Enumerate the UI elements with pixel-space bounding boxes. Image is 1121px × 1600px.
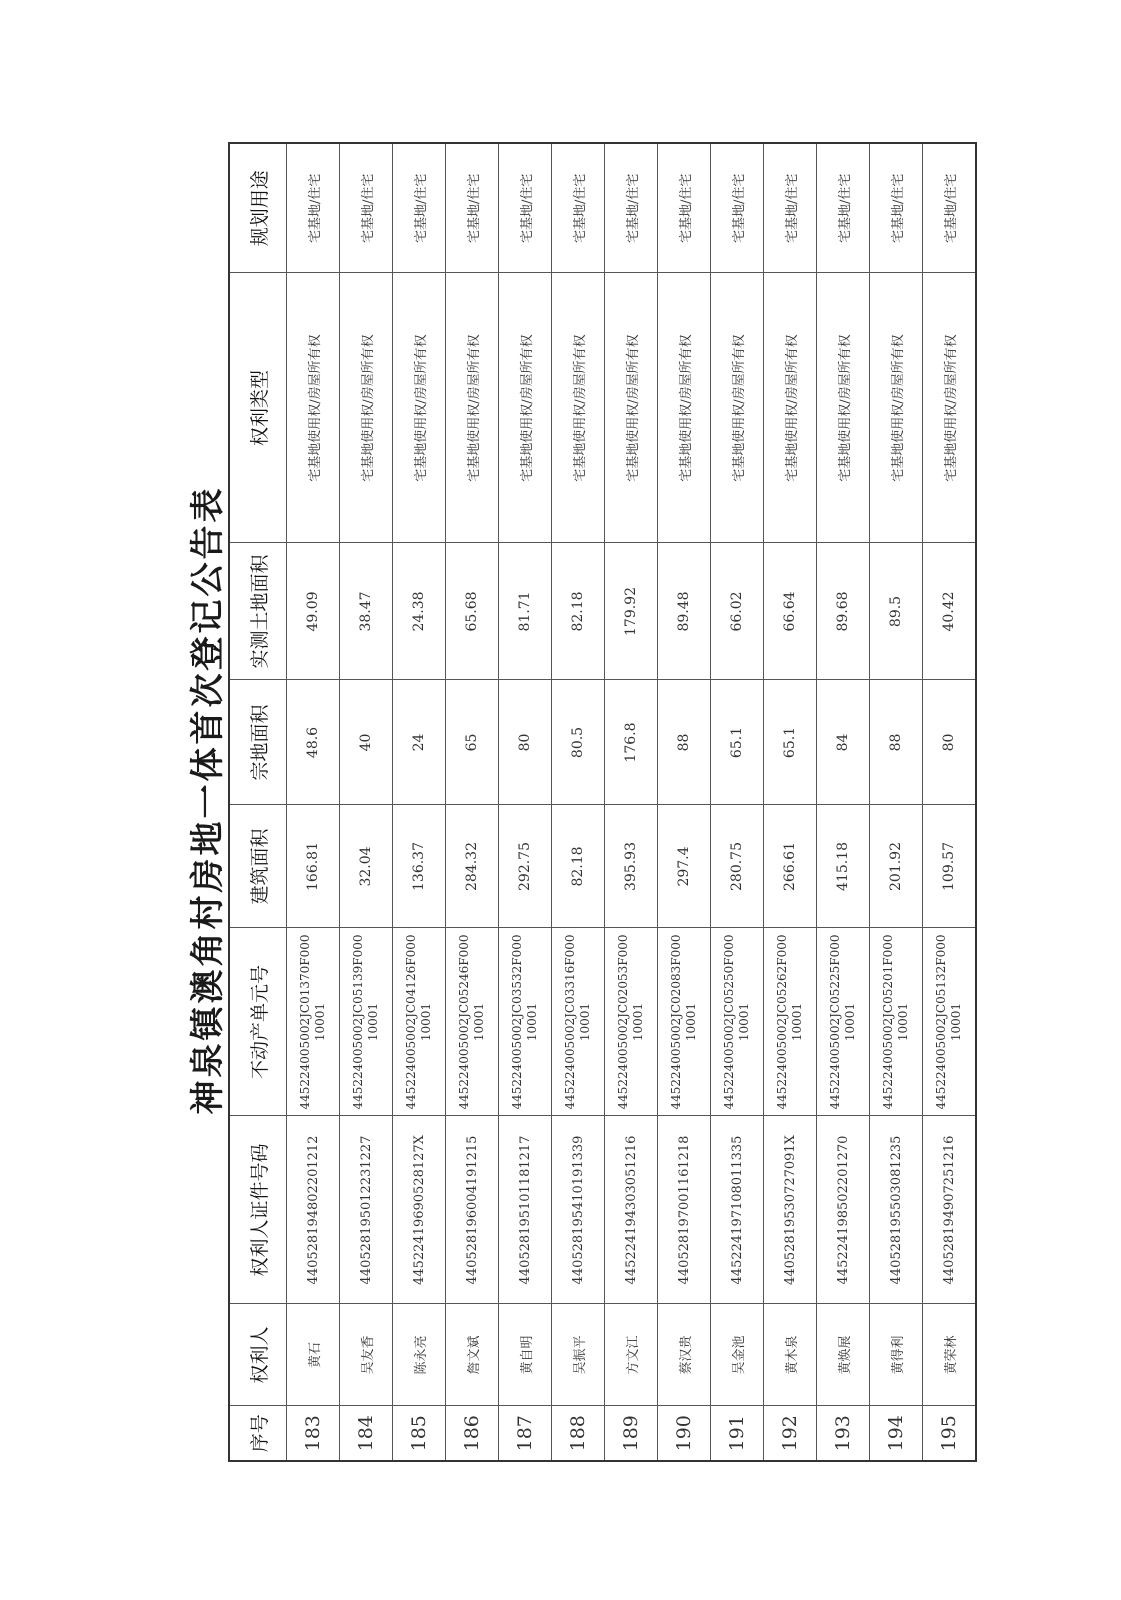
cell-right-type: 宅基地使用权/房屋所有权	[658, 273, 711, 543]
cell-building-area: 201.92	[870, 805, 923, 928]
cell-parcel-area: 65.1	[711, 680, 764, 805]
cell-owner: 黄焕展	[817, 1304, 870, 1406]
cell-planned-use: 宅基地/住宅	[287, 143, 340, 273]
cell-right-type: 宅基地使用权/房屋所有权	[711, 273, 764, 543]
cell-planned-use: 宅基地/住宅	[340, 143, 393, 273]
cell-unit-number: 445224005002JC02053F00010001	[605, 928, 658, 1116]
cell-unit-number: 445224005002JC04126F00010001	[393, 928, 446, 1116]
cell-seq: 185	[393, 1406, 446, 1461]
cell-measured-land-area: 49.09	[287, 543, 340, 680]
cell-measured-land-area: 179.92	[605, 543, 658, 680]
cell-id-number: 440528195410191339	[552, 1116, 605, 1304]
header-owner: 权利人	[229, 1304, 287, 1406]
cell-seq: 189	[605, 1406, 658, 1461]
cell-planned-use: 宅基地/住宅	[870, 143, 923, 273]
cell-unit-number: 445224005002JC05225F00010001	[817, 928, 870, 1116]
header-seq: 序号	[229, 1406, 287, 1461]
header-planned-use: 规划用途	[229, 143, 287, 273]
cell-measured-land-area: 38.47	[340, 543, 393, 680]
cell-planned-use: 宅基地/住宅	[605, 143, 658, 273]
cell-id-number: 445224194303051216	[605, 1116, 658, 1304]
cell-parcel-area: 65	[446, 680, 499, 805]
cell-building-area: 166.81	[287, 805, 340, 928]
cell-measured-land-area: 24.38	[393, 543, 446, 680]
table-row	[287, 143, 340, 1461]
cell-id-number: 440528194802201212	[287, 1116, 340, 1304]
cell-id-number: 440528196004191215	[446, 1116, 499, 1304]
table-row	[393, 143, 446, 1461]
cell-owner: 黄木泉	[764, 1304, 817, 1406]
header-building-area: 建筑面积	[229, 805, 287, 928]
table-row	[552, 143, 605, 1461]
cell-parcel-area: 80	[499, 680, 552, 805]
cell-building-area: 297.4	[658, 805, 711, 928]
cell-owner: 方文江	[605, 1304, 658, 1406]
cell-planned-use: 宅基地/住宅	[446, 143, 499, 273]
cell-owner: 吴金池	[711, 1304, 764, 1406]
cell-seq: 186	[446, 1406, 499, 1461]
cell-building-area: 32.04	[340, 805, 393, 928]
cell-planned-use: 宅基地/住宅	[393, 143, 446, 273]
cell-id-number: 440528197001161218	[658, 1116, 711, 1304]
cell-planned-use: 宅基地/住宅	[499, 143, 552, 273]
table-row	[658, 143, 711, 1461]
cell-seq: 190	[658, 1406, 711, 1461]
cell-unit-number: 445224005002JC02083F00010001	[658, 928, 711, 1116]
cell-measured-land-area: 82.18	[552, 543, 605, 680]
cell-unit-number: 445224005002JC05132F00010001	[923, 928, 977, 1116]
cell-unit-number: 445224005002JC05250F00010001	[711, 928, 764, 1116]
cell-right-type: 宅基地使用权/房屋所有权	[499, 273, 552, 543]
cell-owner: 吴振平	[552, 1304, 605, 1406]
cell-building-area: 266.61	[764, 805, 817, 928]
cell-owner: 陈永亮	[393, 1304, 446, 1406]
table-row	[446, 143, 499, 1461]
table-row	[817, 143, 870, 1461]
cell-parcel-area: 24	[393, 680, 446, 805]
cell-id-number: 440528195012231227	[340, 1116, 393, 1304]
cell-owner: 黄石	[287, 1304, 340, 1406]
cell-parcel-area: 80.5	[552, 680, 605, 805]
cell-right-type: 宅基地使用权/房屋所有权	[817, 273, 870, 543]
cell-id-number: 44522419690528127X	[393, 1116, 446, 1304]
cell-measured-land-area: 89.68	[817, 543, 870, 680]
cell-unit-number: 445224005002JC05246F00010001	[446, 928, 499, 1116]
table-header-row	[229, 143, 287, 1461]
document-title: 神泉镇澳角村房地一体首次登记公告表	[188, 485, 228, 1115]
cell-seq: 187	[499, 1406, 552, 1461]
cell-owner: 黄自明	[499, 1304, 552, 1406]
cell-planned-use: 宅基地/住宅	[817, 143, 870, 273]
cell-right-type: 宅基地使用权/房屋所有权	[552, 273, 605, 543]
cell-seq: 183	[287, 1406, 340, 1461]
cell-building-area: 82.18	[552, 805, 605, 928]
cell-id-number: 445224197108011335	[711, 1116, 764, 1304]
cell-right-type: 宅基地使用权/房屋所有权	[393, 273, 446, 543]
cell-measured-land-area: 66.02	[711, 543, 764, 680]
cell-seq: 184	[340, 1406, 393, 1461]
cell-seq: 195	[923, 1406, 977, 1461]
header-measured-land-area: 实测土地面积	[229, 543, 287, 680]
cell-building-area: 292.75	[499, 805, 552, 928]
cell-parcel-area: 48.6	[287, 680, 340, 805]
table-row	[605, 143, 658, 1461]
cell-unit-number: 445224005002JC05262F00010001	[764, 928, 817, 1116]
cell-building-area: 395.93	[605, 805, 658, 928]
cell-unit-number: 445224005002JC01370F00010001	[287, 928, 340, 1116]
table-row	[711, 143, 764, 1461]
cell-measured-land-area: 66.64	[764, 543, 817, 680]
cell-building-area: 136.37	[393, 805, 446, 928]
cell-right-type: 宅基地使用权/房屋所有权	[870, 273, 923, 543]
table-row	[923, 143, 977, 1461]
cell-planned-use: 宅基地/住宅	[658, 143, 711, 273]
cell-owner: 吴友香	[340, 1304, 393, 1406]
cell-right-type: 宅基地使用权/房屋所有权	[923, 273, 977, 543]
cell-right-type: 宅基地使用权/房屋所有权	[287, 273, 340, 543]
cell-id-number: 445224198502201270	[817, 1116, 870, 1304]
cell-parcel-area: 88	[870, 680, 923, 805]
cell-id-number: 440528194907251216	[923, 1116, 977, 1304]
cell-building-area: 284.32	[446, 805, 499, 928]
cell-planned-use: 宅基地/住宅	[711, 143, 764, 273]
header-right-type: 权利类型	[229, 273, 287, 543]
cell-id-number: 44052819530727091X	[764, 1116, 817, 1304]
cell-seq: 193	[817, 1406, 870, 1461]
cell-right-type: 宅基地使用权/房屋所有权	[605, 273, 658, 543]
cell-planned-use: 宅基地/住宅	[923, 143, 977, 273]
table-row	[764, 143, 817, 1461]
cell-building-area: 280.75	[711, 805, 764, 928]
cell-parcel-area: 65.1	[764, 680, 817, 805]
cell-unit-number: 445224005002JC05139F00010001	[340, 928, 393, 1116]
cell-parcel-area: 176.8	[605, 680, 658, 805]
cell-owner: 黄得利	[870, 1304, 923, 1406]
cell-id-number: 440528195101181217	[499, 1116, 552, 1304]
cell-parcel-area: 84	[817, 680, 870, 805]
cell-building-area: 109.57	[923, 805, 977, 928]
cell-right-type: 宅基地使用权/房屋所有权	[446, 273, 499, 543]
cell-seq: 194	[870, 1406, 923, 1461]
registration-notice-table	[228, 142, 977, 1462]
cell-seq: 192	[764, 1406, 817, 1461]
table-row	[499, 143, 552, 1461]
cell-unit-number: 445224005002JC03316F00010001	[552, 928, 605, 1116]
header-id-number: 权利人证件号码	[229, 1116, 287, 1304]
cell-unit-number: 445224005002JC05201F00010001	[870, 928, 923, 1116]
table-row	[340, 143, 393, 1461]
cell-owner: 黄荣林	[923, 1304, 977, 1406]
cell-id-number: 440528195503081235	[870, 1116, 923, 1304]
cell-right-type: 宅基地使用权/房屋所有权	[340, 273, 393, 543]
cell-seq: 188	[552, 1406, 605, 1461]
cell-measured-land-area: 65.68	[446, 543, 499, 680]
cell-parcel-area: 80	[923, 680, 977, 805]
cell-owner: 蔡汉贵	[658, 1304, 711, 1406]
cell-measured-land-area: 40.42	[923, 543, 977, 680]
cell-right-type: 宅基地使用权/房屋所有权	[764, 273, 817, 543]
cell-measured-land-area: 89.5	[870, 543, 923, 680]
cell-parcel-area: 40	[340, 680, 393, 805]
table-row	[870, 143, 923, 1461]
cell-seq: 191	[711, 1406, 764, 1461]
header-unit-number: 不动产单元号	[229, 928, 287, 1116]
cell-unit-number: 445224005002JC03532F00010001	[499, 928, 552, 1116]
cell-parcel-area: 88	[658, 680, 711, 805]
cell-owner: 詹文斌	[446, 1304, 499, 1406]
header-parcel-area: 宗地面积	[229, 680, 287, 805]
cell-planned-use: 宅基地/住宅	[764, 143, 817, 273]
cell-building-area: 415.18	[817, 805, 870, 928]
cell-planned-use: 宅基地/住宅	[552, 143, 605, 273]
cell-measured-land-area: 89.48	[658, 543, 711, 680]
cell-measured-land-area: 81.71	[499, 543, 552, 680]
